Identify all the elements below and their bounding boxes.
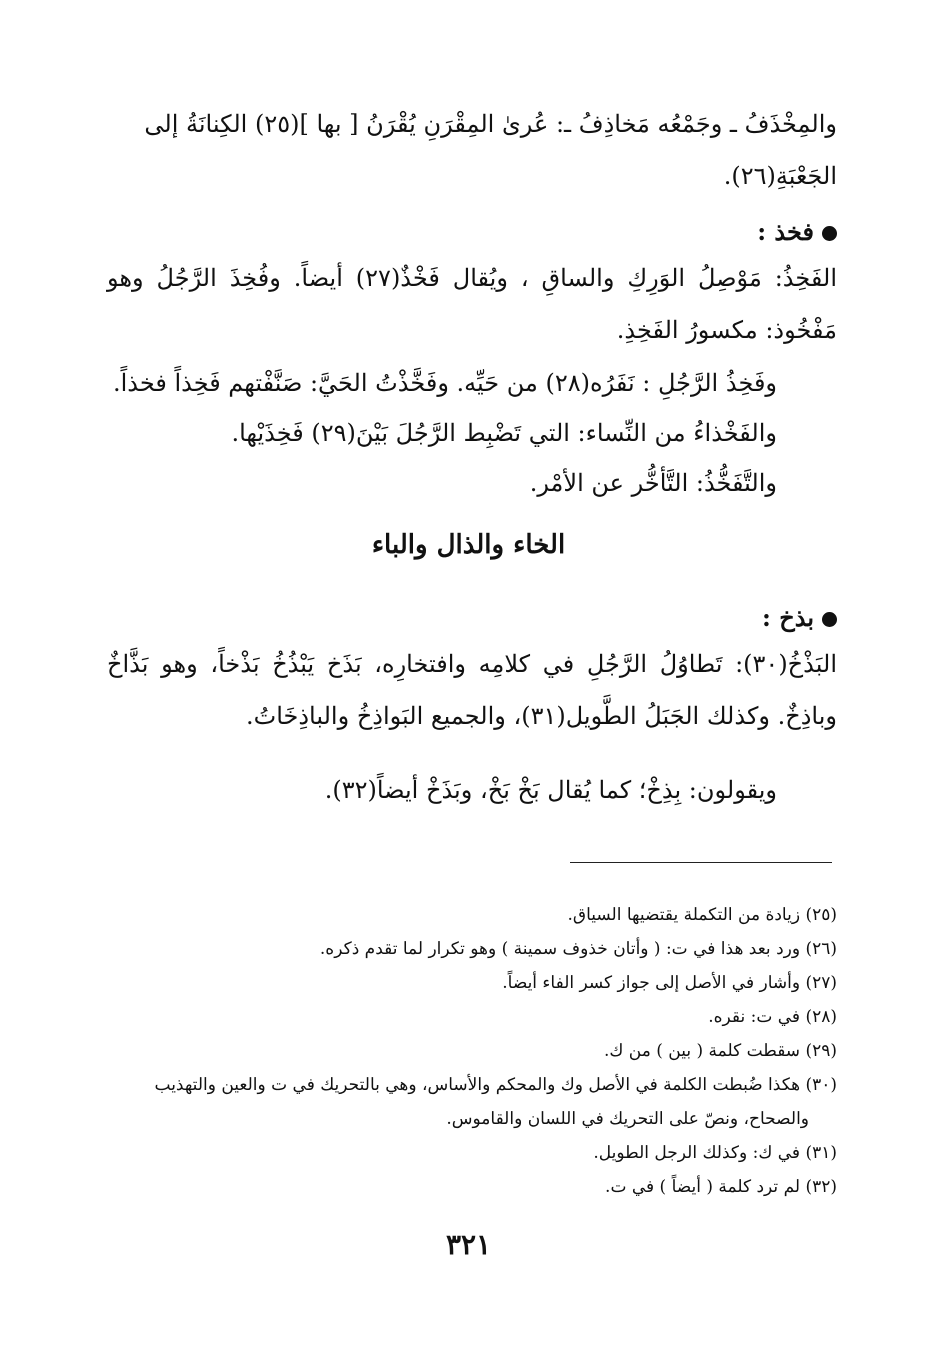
- section-title: الخاء والذال والباء: [371, 530, 566, 560]
- footnote: (٢٦) ورد بعد هذا في ت: ( وأتان خذوف سمينة ) وهو تكرار لما تقدم ذكره.: [319, 939, 837, 959]
- footnote: (٢٨) في ت: نقره.: [708, 1007, 837, 1027]
- footnote: (٢٩) سقطت كلمة ( بين ) من ك.: [603, 1041, 837, 1061]
- footnote: (٢٥) زيادة من التكملة يقتضيها السياق.: [567, 905, 837, 925]
- usage-line: ويقولون: بِذِخْ؛ كما يُقال بَخْ بَخْ، وبَذَخْ أيضاً(٣٢).: [324, 776, 777, 804]
- footnote: (٣٠) هكذا ضُبطت الكلمة في الأصل وك والمحكم والأساس، وهي بالتحريك في ت والعين والتهذيب: [154, 1075, 837, 1095]
- entry-heading-text: بذخ :: [762, 603, 814, 632]
- footnote-continuation: والصحاح، ونصّ على التحريك في اللسان والقاموس.: [446, 1109, 809, 1129]
- entry-fakhadh-derivatives: [97, 358, 777, 508]
- footnote: (٣١) في ك: وكذلك الرجل الطويل.: [593, 1143, 837, 1163]
- entry-definition: البَذْخُ(٣٠): تَطاوُلُ الرَّجُلِ في كلامِه وافتخارِه، بَذَخ يَبْذُخُ بَذْخاً، وهو بَذَّاخٌ وباذِخٌ. وكذلك الجَبَلُ الطَّويل(٣١)، والجميع البَواذِخُ والباذِخَاتُ.: [107, 650, 837, 730]
- footnotes: [97, 898, 837, 1204]
- entry-heading-text: فخذ :: [757, 217, 814, 246]
- entry-fakhadh: [107, 212, 837, 356]
- entry-heading: [107, 212, 837, 252]
- derivative-line: والفَخْذاءُ من النِّساء: التي تَضْبِط الرَّجُلَ بَيْنَ(٢٩) فَخِذَيْها.: [231, 419, 777, 447]
- opening-line-1: والمِخْذَفُ ـ وجَمْعُه مَخاذِفُ ـ: عُرىٰ المِقْرَنِ يُقْرَنُ [ بها ](٢٥) الكِنانَةُ إلى: [144, 110, 837, 138]
- entry-definition: الفَخِذُ: مَوْصِلُ الوَرِكِ والساقِ ، ويُقال فَخْذٌ(٢٧) أيضاً. وفُخِذَ الرَّجُلُ وهو مَفْخُوذ: مكسورُ الفَخِذِ.: [107, 264, 838, 344]
- footnote-divider: [570, 862, 832, 863]
- entry-badhakh-usage: [97, 764, 777, 816]
- bullet-icon: [822, 612, 837, 627]
- footnote: (٣٢) لم ترد كلمة ( أيضاً ) في ت.: [605, 1177, 837, 1197]
- derivative-line: وفَخِذُ الرَّجُلِ : نَفَرُه(٢٨) من حَيِّه. وفَخَّذْتُ الحَيَّ: صَنَّفْتهم فَخِذاً فخذاً.: [112, 369, 777, 397]
- derivative-line: والتَّفَخُّذُ: التَّأخُّر عن الأمْر.: [529, 469, 777, 497]
- opening-paragraph: [107, 98, 837, 202]
- opening-line-2: الجَعْبَةِ(٢٦).: [723, 162, 837, 190]
- entry-heading: [107, 598, 837, 638]
- bullet-icon: [822, 226, 837, 241]
- footnote: (٢٧) وأشار في الأصل إلى جواز كسر الفاء أيضاً.: [502, 973, 837, 993]
- page-number: ٣٢١: [445, 1228, 492, 1261]
- entry-badhakh: [107, 598, 837, 742]
